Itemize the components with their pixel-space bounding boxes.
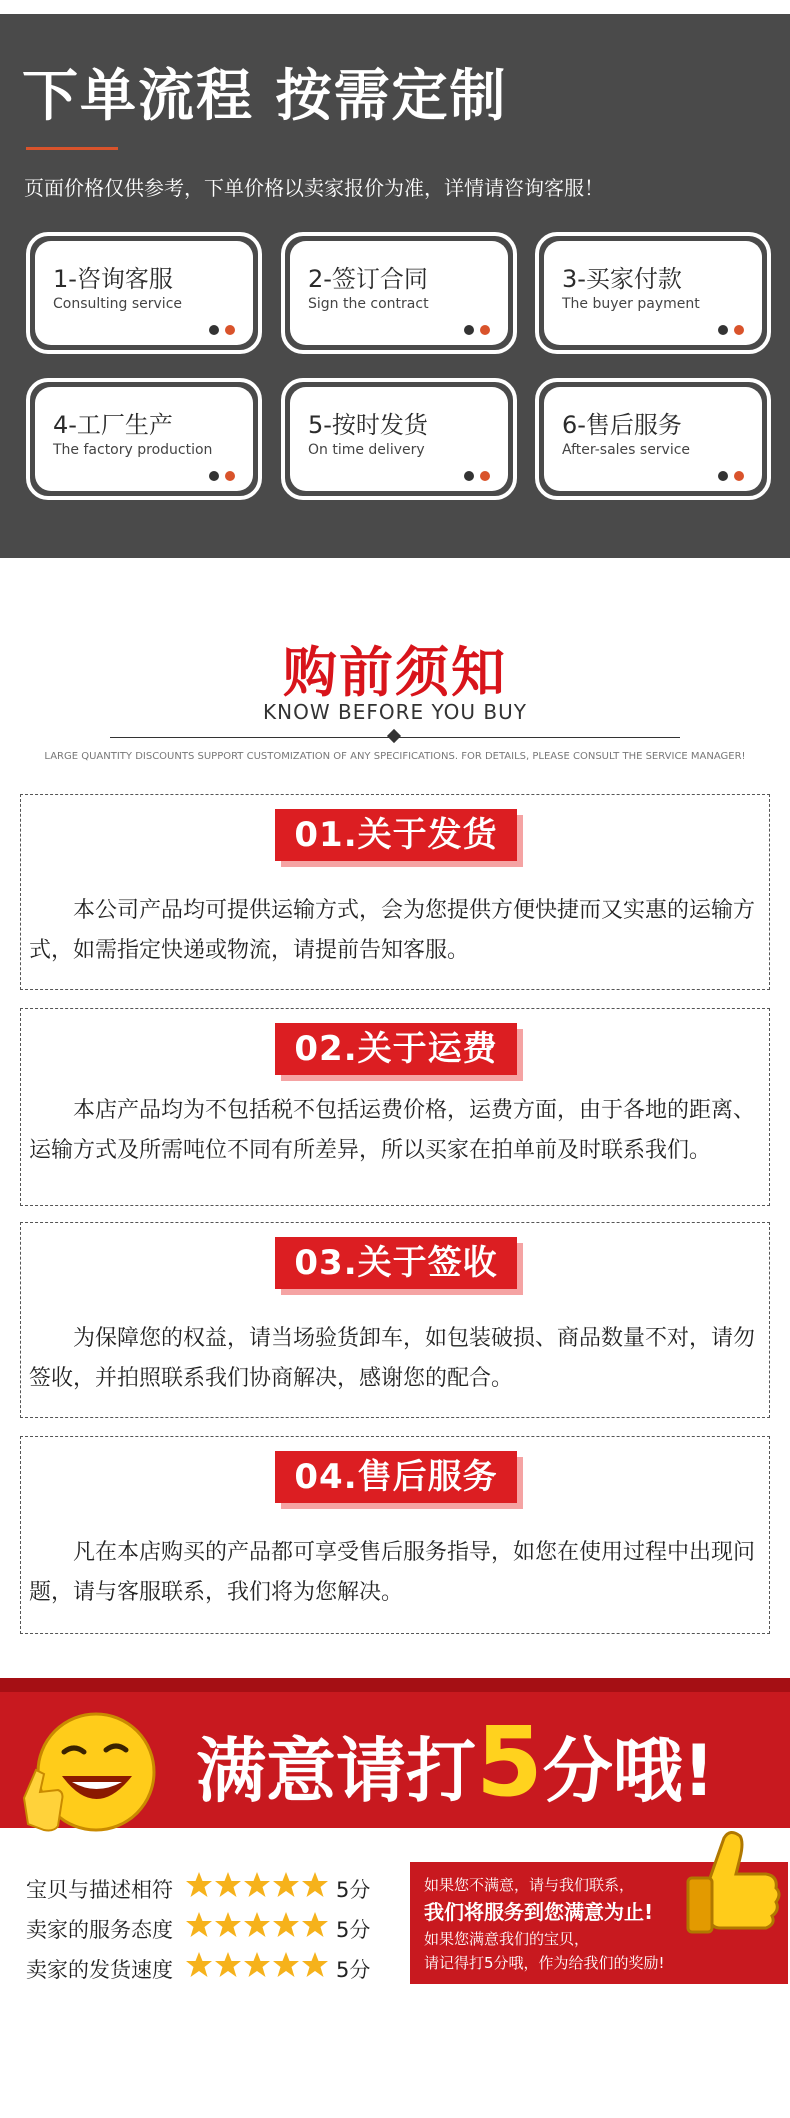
promise-line: 如果您不满意，请与我们联系， bbox=[424, 1876, 635, 1894]
step-card-delivery bbox=[281, 378, 517, 500]
step-card-consult bbox=[26, 232, 262, 354]
promise-line-bold: 我们将服务到您满意为止! bbox=[424, 1900, 654, 1924]
banner-suffix: 分哦! bbox=[542, 1730, 715, 1812]
five-star-icon bbox=[184, 1910, 334, 1940]
notice-badge bbox=[275, 1451, 517, 1503]
step-english: The buyer payment bbox=[562, 296, 700, 312]
step-card-production bbox=[26, 378, 262, 500]
notice-body: 为保障您的权益，请当场验货卸车，如包装破损、商品数量不对，请勿签收，并拍照联系我们协商解决，感谢您的配合。 bbox=[29, 1326, 756, 1391]
banner-stripe bbox=[0, 1678, 790, 1692]
step-card-contract bbox=[281, 232, 517, 354]
notice-badge-label: 03.关于签收 bbox=[294, 1243, 498, 1283]
dot-icon bbox=[225, 325, 235, 335]
top-white-strip bbox=[0, 0, 790, 14]
step-name: 2-签订合同 bbox=[308, 265, 428, 293]
know-before-title: 购前须知 bbox=[283, 641, 507, 704]
dot-icon bbox=[480, 471, 490, 481]
know-before-subtitle: KNOW BEFORE YOU BUY bbox=[263, 700, 527, 724]
dot-icon bbox=[225, 471, 235, 481]
step-english: Consulting service bbox=[53, 296, 183, 312]
banner-number: 5 bbox=[476, 1706, 543, 1818]
rating-label: 卖家的服务态度 bbox=[26, 1918, 173, 1942]
banner-prefix: 满意请打 bbox=[196, 1730, 476, 1812]
rating-banner-title bbox=[196, 1706, 715, 1818]
dot-icon bbox=[734, 325, 744, 335]
notice-receipt bbox=[20, 1222, 770, 1418]
price-notice: 页面价格仅供参考，下单价格以卖家报价为准，详情请咨询客服！ bbox=[24, 176, 604, 200]
notice-badge bbox=[275, 1237, 517, 1289]
diamond-icon bbox=[387, 729, 401, 743]
notice-freight bbox=[20, 1008, 770, 1206]
rating-label: 卖家的发货速度 bbox=[26, 1958, 173, 1982]
five-star-icon bbox=[184, 1870, 334, 1900]
notice-badge-label: 01.关于发货 bbox=[294, 815, 498, 855]
step-name: 3-买家付款 bbox=[562, 265, 682, 293]
step-card-payment bbox=[535, 232, 771, 354]
step-name: 1-咨询客服 bbox=[53, 265, 173, 293]
notice-badge bbox=[275, 809, 517, 861]
rating-label: 宝贝与描述相符 bbox=[26, 1878, 173, 1902]
dot-icon bbox=[209, 325, 219, 335]
step-english: After-sales service bbox=[562, 442, 691, 458]
promise-line: 如果您满意我们的宝贝， bbox=[424, 1930, 590, 1948]
step-name: 5-按时发货 bbox=[308, 411, 428, 439]
notice-body: 本店产品均为不包括税不包括运费价格，运费方面，由于各地的距离、运输方式及所需吨位不同有所差异，所以买家在拍单前及时联系我们。 bbox=[29, 1098, 756, 1163]
discount-note: LARGE QUANTITY DISCOUNTS SUPPORT CUSTOMIZATION OF ANY SPECIFICATIONS. FOR DETAILS, PLEASE CONSULT THE SERVICE MANAGER! bbox=[44, 751, 746, 762]
step-english: On time delivery bbox=[308, 442, 425, 458]
step-name: 6-售后服务 bbox=[562, 411, 682, 439]
notice-after-sales bbox=[20, 1436, 770, 1634]
title-underline bbox=[26, 147, 118, 150]
five-star-icon bbox=[184, 1950, 334, 1980]
thumbs-up-icon bbox=[680, 1828, 784, 1946]
promise-line: 请记得打5分哦，作为给我们的奖励! bbox=[424, 1954, 665, 1972]
dot-icon bbox=[718, 325, 728, 335]
step-english: Sign the contract bbox=[308, 296, 429, 312]
rating-score: 5分 bbox=[336, 1958, 371, 1982]
rating-score: 5分 bbox=[336, 1878, 371, 1902]
dot-icon bbox=[734, 471, 744, 481]
dot-icon bbox=[480, 325, 490, 335]
notice-shipping bbox=[20, 794, 770, 990]
dot-icon bbox=[209, 471, 219, 481]
step-english: The factory production bbox=[53, 442, 213, 458]
notice-badge-label: 02.关于运费 bbox=[294, 1029, 498, 1069]
rating-score: 5分 bbox=[336, 1918, 371, 1942]
step-card-after-sales bbox=[535, 378, 771, 500]
dot-icon bbox=[464, 471, 474, 481]
notice-body: 本公司产品均可提供运输方式，会为您提供方便快捷而又实惠的运输方式，如需指定快递或物流，请提前告知客服。 bbox=[29, 898, 756, 963]
order-process-section bbox=[0, 0, 790, 558]
dot-icon bbox=[464, 325, 474, 335]
smiley-thumbs-up-icon bbox=[14, 1700, 164, 1850]
notice-badge bbox=[275, 1023, 517, 1075]
process-title: 下单流程 按需定制 bbox=[22, 64, 508, 129]
step-name: 4-工厂生产 bbox=[53, 411, 173, 439]
dot-icon bbox=[718, 471, 728, 481]
notice-badge-label: 04.售后服务 bbox=[294, 1457, 498, 1497]
notice-body: 凡在本店购买的产品都可享受售后服务指导，如您在使用过程中出现问题，请与客服联系，我们将为您解决。 bbox=[29, 1540, 756, 1605]
